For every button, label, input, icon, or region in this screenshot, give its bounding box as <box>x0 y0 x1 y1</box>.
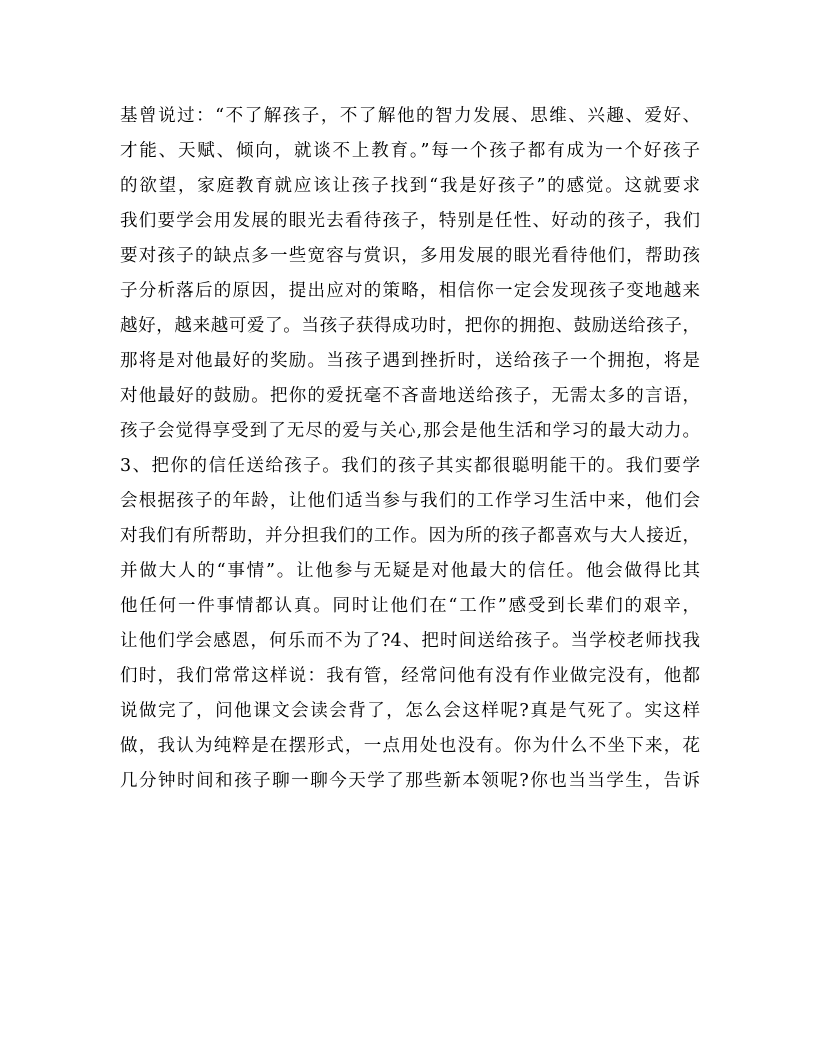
text-line-4: 我们要学会用发展的眼光去看待孩子，特别是任性、好动的孩子，我们 <box>120 211 700 231</box>
text-line-2: 才能、天赋、倾向，就谈不上教育。”每一个孩子都有成为一个好孩子 <box>120 141 700 161</box>
text-line-14: 并做大人的“事情”。让他参与无疑是对他最大的信任。他会做得比其 <box>120 561 700 581</box>
text-line-20: 几分钟时间和孩子聊一聊今天学了那些新本领呢?你也当当学生，告诉 <box>120 771 700 791</box>
text-line-16: 让他们学会感恩，何乐而不为了?4、把时间送给孩子。当学校老师找我 <box>120 631 700 651</box>
text-line-11: 3、把你的信任送给孩子。我们的孩子其实都很聪明能干的。我们要学 <box>120 456 700 476</box>
text-line-13: 对我们有所帮助，并分担我们的工作。因为所的孩子都喜欢与大人接近， <box>120 526 700 546</box>
text-line-18: 说做完了，问他课文会读会背了，怎么会这样呢?真是气死了。实这样 <box>120 701 700 721</box>
text-line-19: 做，我认为纯粹是在摆形式，一点用处也没有。你为什么不坐下来，花 <box>120 736 700 756</box>
text-line-3: 的欲望，家庭教育就应该让孩子找到“我是好孩子”的感觉。这就要求 <box>120 176 700 196</box>
text-line-5: 要对孩子的缺点多一些宽容与赏识，多用发展的眼光看待他们，帮助孩 <box>120 246 700 266</box>
text-line-6: 子分析落后的原因，提出应对的策略，相信你一定会发现孩子变地越来 <box>120 281 700 301</box>
body-text <box>120 99 700 799</box>
text-line-9: 对他最好的鼓励。把你的爱抚毫不吝啬地送给孩子，无需太多的言语， <box>120 386 700 406</box>
text-line-8: 那将是对他最好的奖励。当孩子遇到挫折时，送给孩子一个拥抱，将是 <box>120 351 700 371</box>
text-line-12: 会根据孩子的年龄，让他们适当参与我们的工作学习生活中来，他们会 <box>120 491 700 511</box>
text-line-10: 孩子会觉得享受到了无尽的爱与关心,那会是他生活和学习的最大动力。 <box>120 421 700 441</box>
text-line-15: 他任何一件事情都认真。同时让他们在“工作”感受到长辈们的艰辛， <box>120 596 700 616</box>
text-line-1: 基曾说过：“不了解孩子，不了解他的智力发展、思维、兴趣、爱好、 <box>120 106 700 126</box>
text-line-7: 越好，越来越可爱了。当孩子获得成功时，把你的拥抱、鼓励送给孩子， <box>120 316 700 336</box>
text-line-17: 们时，我们常常这样说：我有管，经常问他有没有作业做完没有，他都 <box>120 666 700 686</box>
